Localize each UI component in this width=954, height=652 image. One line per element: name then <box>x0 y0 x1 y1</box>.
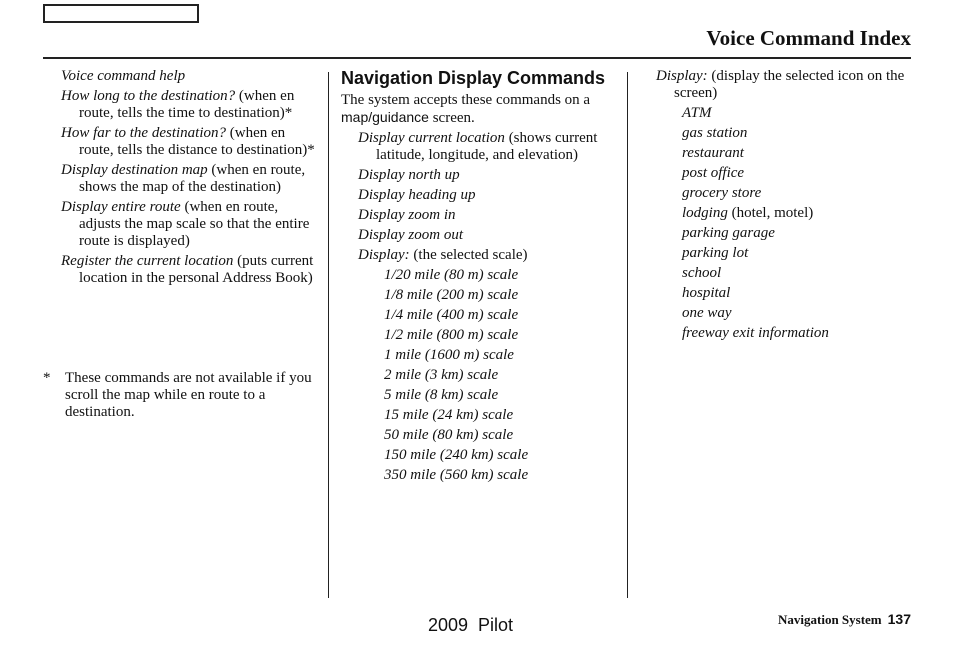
page-title: Voice Command Index <box>706 26 911 50</box>
command-text: Display heading up <box>358 187 476 203</box>
command-description: (when en route, tells the distance to destination)* <box>79 125 315 158</box>
icon-option: freeway exit information <box>682 325 829 341</box>
command-entry <box>656 68 912 102</box>
icon-option: one way <box>682 305 732 321</box>
footnote-mark: * <box>43 370 51 386</box>
scale-option: 1 mile (1600 m) scale <box>384 347 514 363</box>
footer-section-name: Navigation System <box>778 612 882 627</box>
command-description: (the selected scale) <box>409 247 528 263</box>
section-heading: Navigation Display Commands <box>341 68 606 88</box>
command-text: Display entire route <box>61 199 181 215</box>
icon-option: restaurant <box>682 145 744 161</box>
column-divider-1 <box>328 72 329 598</box>
command-entry <box>61 199 319 250</box>
title-divider <box>43 57 911 59</box>
command-entry <box>61 125 319 159</box>
scale-option: 1/20 mile (80 m) scale <box>384 267 519 283</box>
scale-option: 1/2 mile (800 m) scale <box>384 327 519 343</box>
command-text: Display destination map <box>61 162 208 178</box>
column-divider-2 <box>627 72 628 598</box>
command-entry <box>358 207 617 224</box>
icon-option-description: (hotel, motel) <box>727 205 814 221</box>
command-text: Register the current location <box>61 253 234 269</box>
icon-option: parking garage <box>682 225 775 241</box>
scale-option: 5 mile (8 km) scale <box>384 387 499 403</box>
footnote <box>43 370 315 421</box>
command-entry <box>61 162 319 196</box>
command-description: (puts current location in the personal Address Book) <box>79 253 314 286</box>
command-text: Display: <box>656 68 708 84</box>
command-text: Display zoom out <box>358 227 463 243</box>
icon-option: ATM <box>682 105 712 121</box>
command-entry <box>358 227 617 244</box>
scale-option: 150 mile (240 km) scale <box>384 447 529 463</box>
command-description: (when en route, shows the map of the destination) <box>79 162 306 195</box>
command-text: Display north up <box>358 167 460 183</box>
command-text: Display: <box>358 247 410 263</box>
command-description: (when en route, tells the time to destination)* <box>79 88 295 121</box>
command-entry <box>358 187 617 204</box>
footer-model: 2009 Pilot <box>428 615 514 635</box>
command-text: How far to the destination? <box>61 125 226 141</box>
column-3 <box>656 68 912 345</box>
command-entry <box>61 68 319 85</box>
scale-option: 2 mile (3 km) scale <box>384 367 499 383</box>
command-entry <box>358 247 617 264</box>
command-entry <box>61 253 319 287</box>
command-entry <box>358 130 617 164</box>
scale-option: 1/4 mile (400 m) scale <box>384 307 519 323</box>
command-description: (display the selected icon on the screen) <box>674 68 905 101</box>
scale-option: 50 mile (80 km) scale <box>384 427 514 443</box>
column-2 <box>341 68 617 487</box>
command-description: (when en route, adjusts the map scale so that the entire route is displayed) <box>79 199 310 249</box>
command-text: Voice command help <box>61 68 186 84</box>
scale-option: 1/8 mile (200 m) scale <box>384 287 519 303</box>
header-tab-box <box>43 4 199 23</box>
icon-option: grocery store <box>682 185 762 201</box>
command-entry <box>358 167 617 184</box>
screen-name: map/guidance <box>341 109 429 125</box>
icon-option: post office <box>682 165 745 181</box>
icon-option: school <box>682 265 722 281</box>
icon-option: hospital <box>682 285 731 301</box>
scale-option: 350 mile (560 km) scale <box>384 467 529 483</box>
command-description: (shows current latitude, longitude, and elevation) <box>376 130 598 163</box>
icon-option: parking lot <box>682 245 749 261</box>
command-text: Display current location <box>358 130 505 146</box>
command-entry <box>61 88 319 122</box>
column-1 <box>61 68 319 290</box>
command-text: Display zoom in <box>358 207 456 223</box>
icon-option: gas station <box>682 125 748 141</box>
scale-option: 15 mile (24 km) scale <box>384 407 514 423</box>
footnote-text: These commands are not available if you scroll the map while en route to a destination. <box>65 370 312 420</box>
page-number: 137 <box>887 611 911 627</box>
command-text: How long to the destination? <box>61 88 236 104</box>
section-intro: The system accepts these commands on a map/guidance screen. <box>341 92 591 126</box>
footer-section <box>778 611 911 628</box>
icon-option: lodging (hotel, motel) <box>682 205 814 221</box>
